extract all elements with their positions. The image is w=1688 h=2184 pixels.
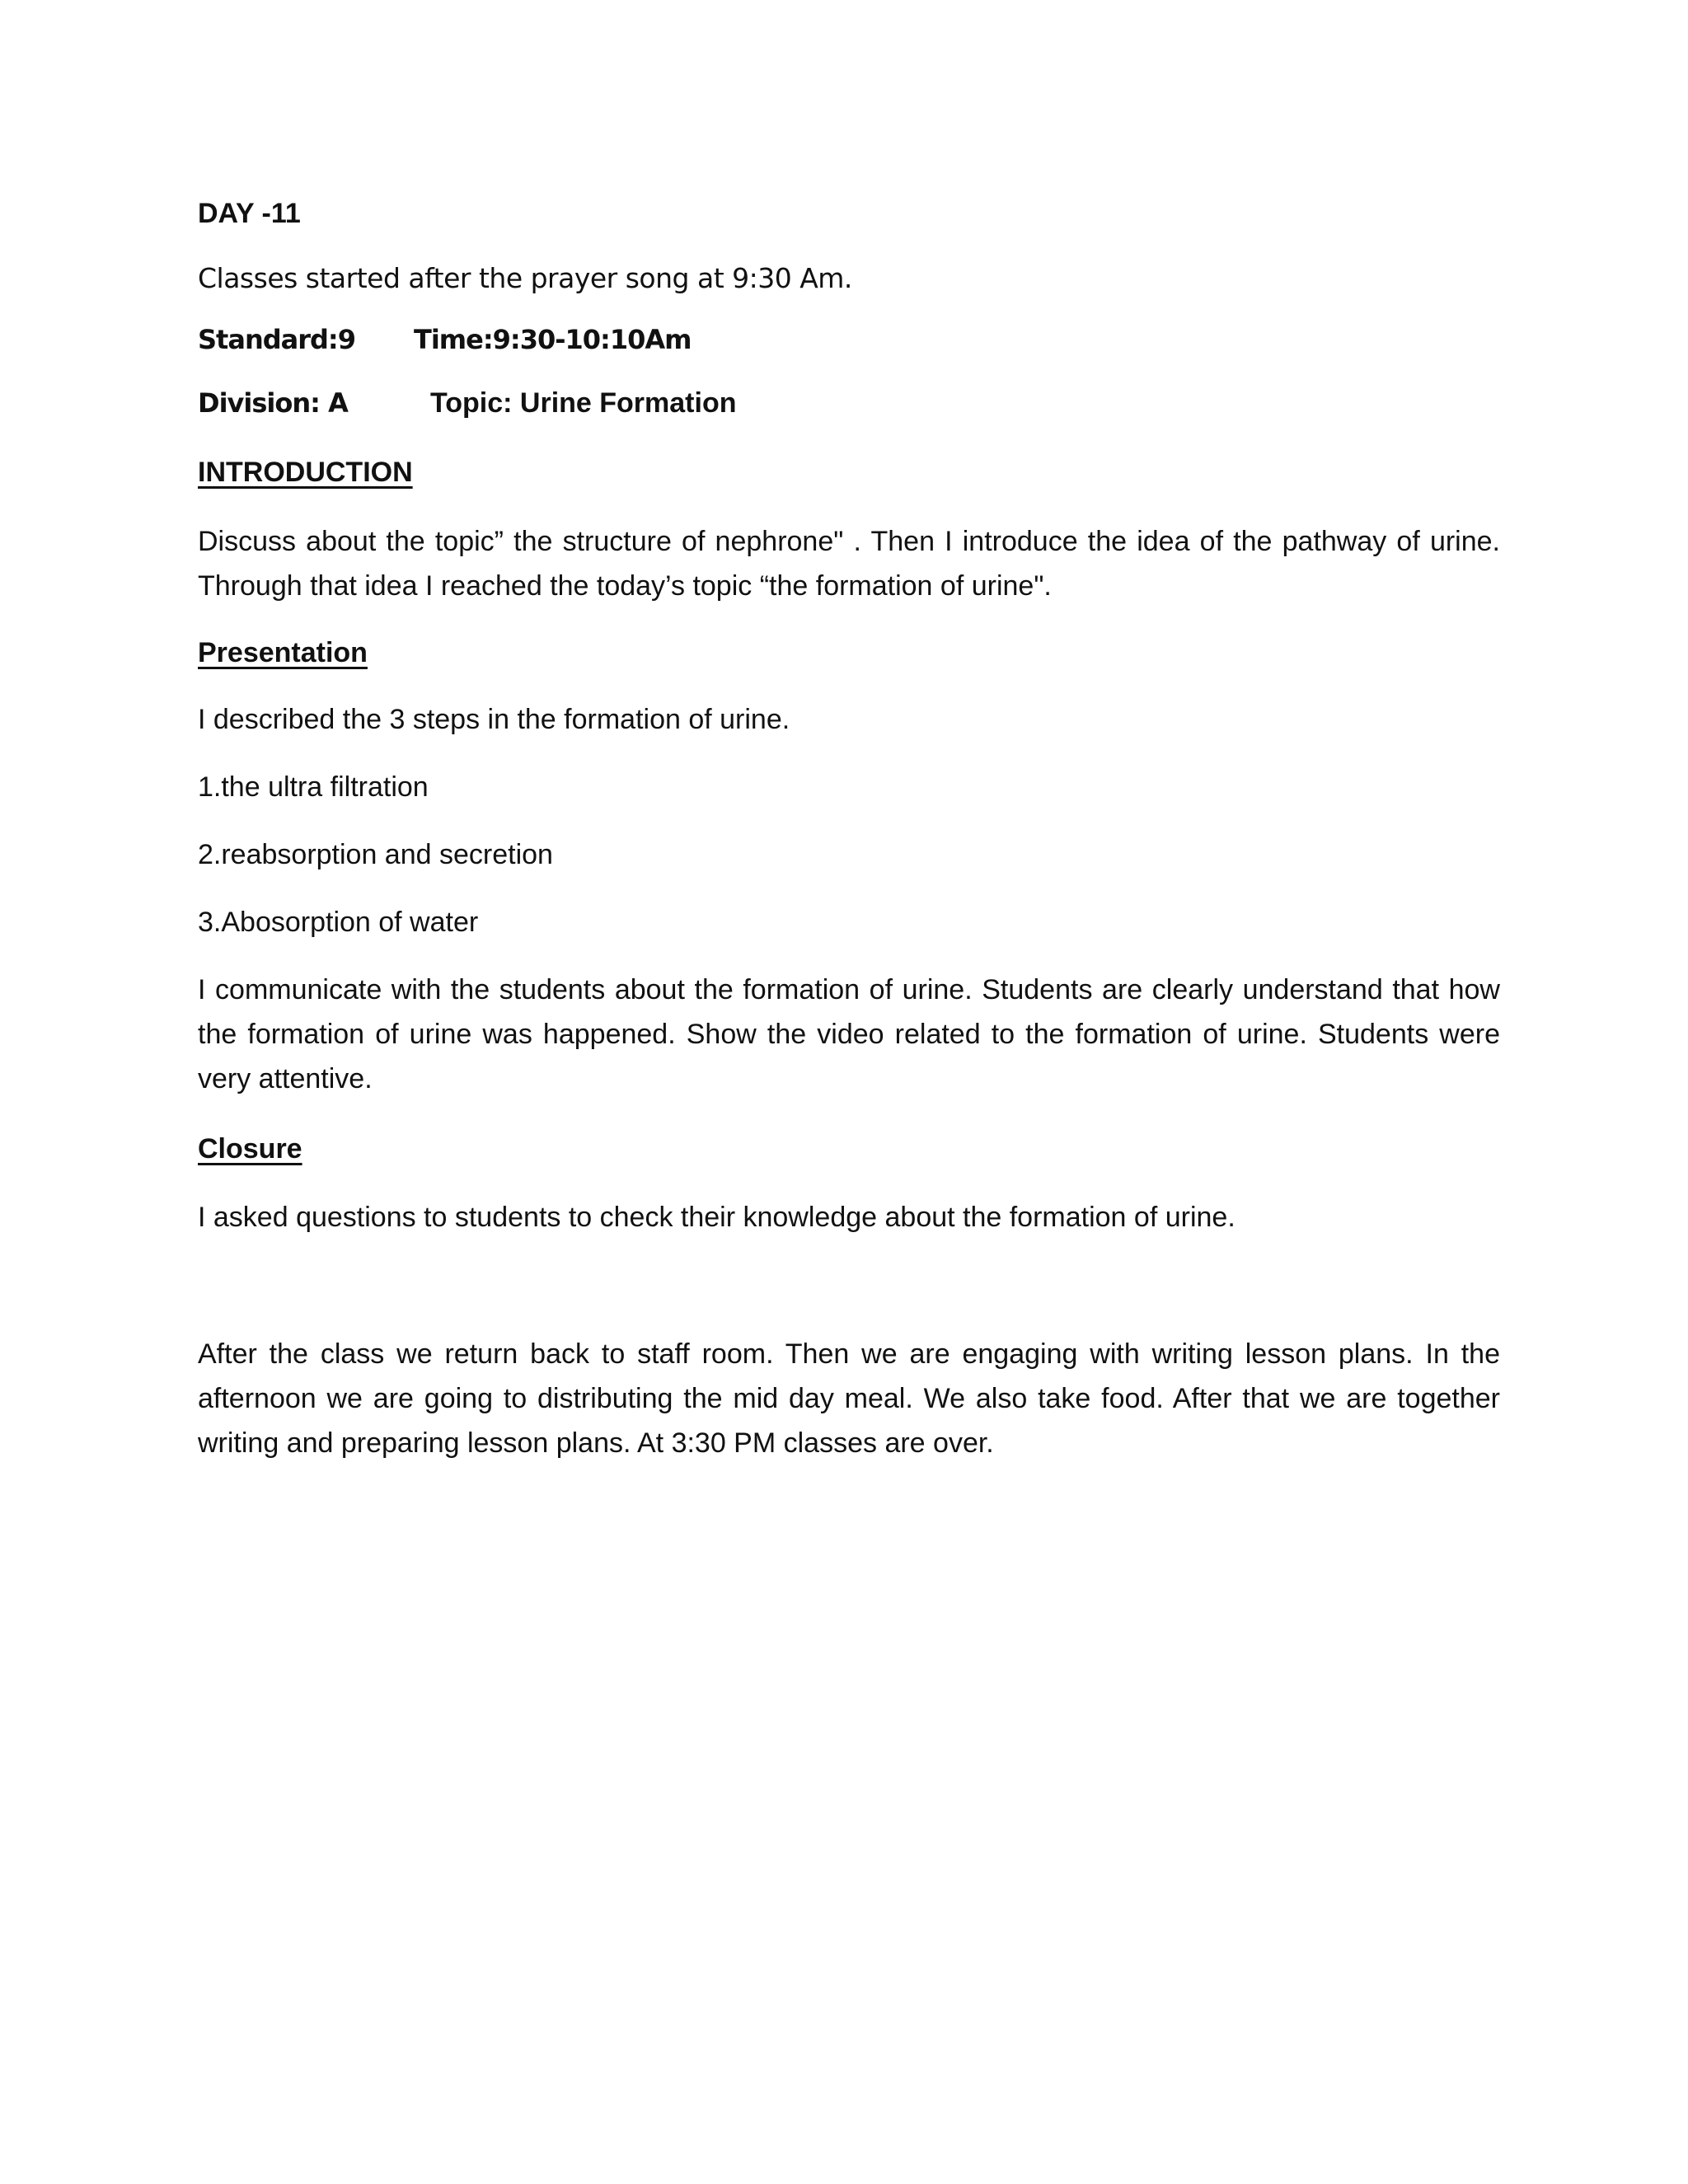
time-label: Time:9:30-10:10Am — [414, 324, 692, 355]
closure-heading: Closure — [198, 1133, 302, 1165]
opening-line: Classes started after the prayer song at 9:30 Am. — [198, 262, 852, 294]
division-label: Division: A — [198, 387, 348, 419]
after-class-paragraph: After the class we return back to staff room. Then we are engaging with writing lesson plans. In the afternoon we are going to distributing the mid day meal. We also take food. After that we are together writing and preparing lesson plans. At 3:30 PM classes are over. — [198, 1338, 1500, 1459]
presentation-intro: I described the 3 steps in the formation of urine. — [198, 704, 790, 735]
step-1: 1.the ultra filtration — [198, 771, 429, 803]
introduction-paragraph: Discuss about the topic” the structure of nephrone" . Then I introduce the idea of the pathway of urine. Through that idea I reached the today’s topic “the formation of urine". — [198, 526, 1500, 602]
presentation-heading: Presentation — [198, 637, 368, 668]
presentation-paragraph: I communicate with the students about the formation of urine. Students are clearly understand that how the formation of urine was happened. Show the video related to the formation of urine. Students were very attentive. — [198, 974, 1500, 1094]
step-2: 2.reabsorption and secretion — [198, 839, 553, 870]
introduction-heading: INTRODUCTION — [198, 457, 413, 488]
day-title: DAY -11 — [198, 198, 301, 229]
step-3: 3.Abosorption of water — [198, 907, 479, 938]
topic-label: Topic: Urine Formation — [430, 387, 737, 419]
standard-label: Standard:9 — [198, 324, 355, 355]
closure-paragraph: I asked questions to students to check their knowledge about the formation of urine. — [198, 1202, 1236, 1233]
